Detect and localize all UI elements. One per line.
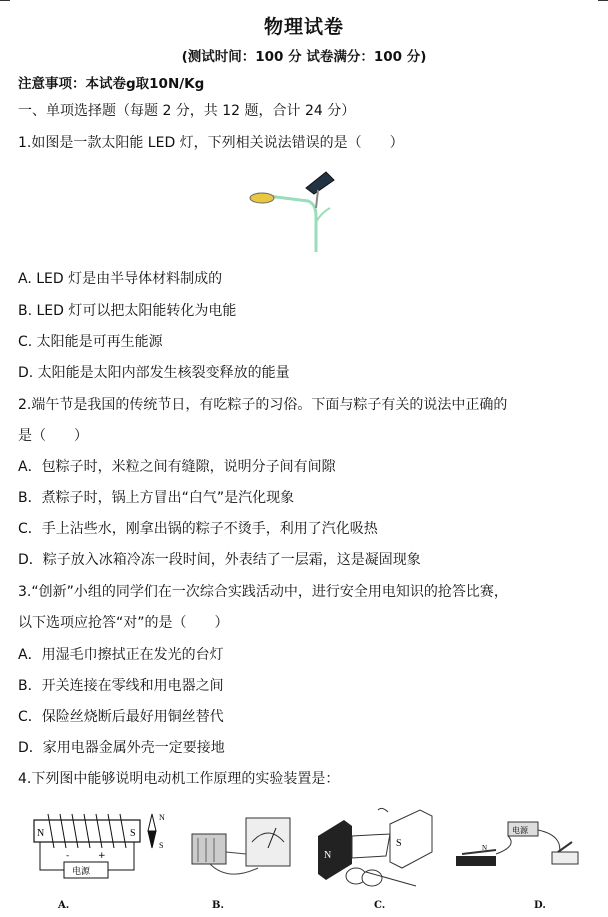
figure-a-compass-s: S [159,841,164,850]
question-2-option-c: C．手上沾些水，刚拿出锅的粽子不烫手，利用了汽化吸热 [18,521,378,537]
notice: 注意事项：本试卷g取10N/Kg [18,76,205,92]
question-2-option-b: B．煮粽子时，锅上方冒出“白气”是汽化现象 [18,490,295,506]
question-3-option-c: C．保险丝烧断后最好用铜丝替代 [18,709,224,725]
figure-b-galvanometer-apparatus [188,812,308,892]
figure-d-power-label: 电源 [512,826,528,835]
figure-a-n-label: N [37,828,45,839]
figure-d-n-label: N [482,844,488,852]
figure-label-a: A. [58,900,70,911]
question-4-stem: 4.下列图中能够说明电动机工作原理的实验装置是： [18,771,340,787]
question-3-option-a: A．用湿毛巾擦拭正在发光的台灯 [18,647,224,663]
figure-a-s-label: S [130,828,136,839]
question-1-option-b: B. LED 灯可以把太阳能转化为电能 [18,303,237,319]
question-1-stem: 1.如图是一款太阳能 LED 灯，下列相关说法错误的是（ ） [18,135,404,151]
question-1-option-d: D. 太阳能是太阳内部发生核裂变释放的能量 [18,365,290,381]
figure-c-n-label: N [324,850,332,861]
figure-a-electromagnet [28,806,178,892]
figure-c-s-label: S [396,838,402,849]
question-1-option-a: A. LED 灯是由半导体材料制成的 [18,271,223,287]
page-title: 物理试卷 [263,16,344,38]
figure-label-d: D. [534,900,546,911]
question-2-stem-line-2: 是（ ） [18,428,88,444]
figure-a-power-label: 电源 [72,867,91,877]
corner-mark-right [598,0,608,1]
figure-d-oersted-apparatus [448,806,598,892]
question-3-option-b: B．开关连接在零线和用电器之间 [18,678,224,694]
question-3-option-d: D．家用电器金属外壳一定要接地 [18,740,225,756]
question-2-option-d: D．粽子放入冰箱冷冻一段时间，外表结了一层霜，这是凝固现象 [18,552,421,568]
question-2-option-a: A．包粽子时，米粒之间有缝隙，说明分子间有间隙 [18,459,336,475]
question-3-stem-line-1: 3.“创新”小组的同学们在一次综合实践活动中，进行安全用电知识的抢答比赛， [18,584,508,600]
corner-mark-left [0,0,10,1]
figure-a-compass-n: N [159,813,165,822]
section-heading: 一、单项选择题（每题 2 分，共 12 题，合计 24 分） [18,103,356,119]
question-1-option-c: C. 太阳能是可再生能源 [18,334,163,350]
question-2-stem-line-1: 2.端午节是我国的传统节日，有吃粽子的习俗。下面与粽子有关的说法中正确的 [18,397,508,413]
figure-label-b: B. [212,900,224,911]
solar-led-lamp-figure [248,168,336,256]
exam-info: (测试时间：100 分 试卷满分：100 分) [181,49,427,65]
figure-c-motor-apparatus [312,806,440,892]
question-3-stem-line-2: 以下选项应抢答“对”的是（ ） [18,615,229,631]
figure-a-plus: + [98,851,106,861]
figure-label-c: C. [374,900,386,911]
figure-a-minus: - [66,851,70,861]
